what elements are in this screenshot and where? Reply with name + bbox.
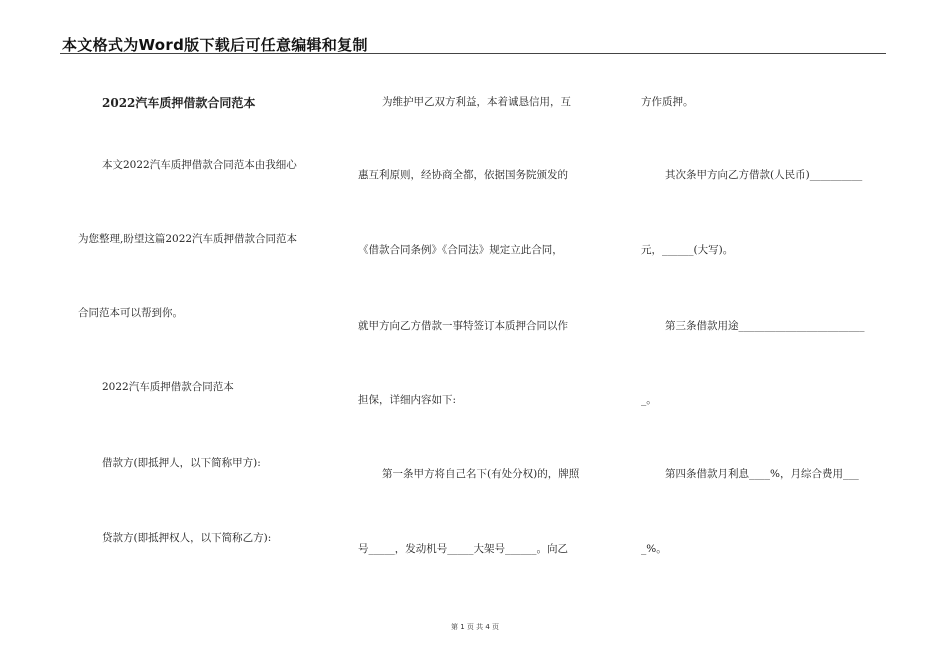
paragraph-line: _%。 xyxy=(641,543,667,555)
text-column-3 xyxy=(635,0,885,672)
text-column-1 xyxy=(60,0,310,672)
paragraph-line: 第一条甲方将自己名下(有处分权)的，牌照 xyxy=(382,468,580,480)
paragraph-line: 惠互利原则，经协商全都，依据国务院颁发的 xyxy=(358,169,568,181)
paragraph-line: 元，______(大写)。 xyxy=(641,244,734,256)
page-number-footer: 第 1 页 共 4 页 xyxy=(450,623,500,631)
document-title: 2022汽车质押借款合同范本 xyxy=(102,96,256,110)
paragraph-line: 《借款合同条例》《合同法》规定立此合同， xyxy=(358,244,563,256)
paragraph-line: 号_____，发动机号_____大架号______。向乙 xyxy=(358,543,568,555)
page-header-title: 本文格式为Word版下载后可任意编辑和复制 xyxy=(62,36,368,54)
paragraph-line: 第三条借款用途________________________ xyxy=(665,320,865,332)
paragraph-line: 本文2022汽车质押借款合同范本由我细心 xyxy=(102,159,297,171)
paragraph-line: 合同范本可以帮到你。 xyxy=(78,307,183,319)
section-heading: 2022汽车质押借款合同范本 xyxy=(102,381,234,393)
paragraph-line: 方作质押。 xyxy=(641,96,694,108)
paragraph-line: 其次条甲方向乙方借款(人民币)__________ xyxy=(665,169,863,181)
text-column-2 xyxy=(352,0,602,672)
paragraph-line: 借款方(即抵押人，以下简称甲方): xyxy=(102,457,261,469)
paragraph-line: 为您整理,盼望这篇2022汽车质押借款合同范本 xyxy=(78,233,298,245)
paragraph-line: 为维护甲乙双方利益，本着诚恳信用，互 xyxy=(382,96,571,108)
paragraph-line: _。 xyxy=(641,394,657,406)
paragraph-line: 第四条借款月利息____%，月综合费用___ xyxy=(665,468,859,480)
paragraph-line: 担保，详细内容如下: xyxy=(358,394,457,406)
paragraph-line: 就甲方向乙方借款一事特签订本质押合同以作 xyxy=(358,320,568,332)
paragraph-line: 贷款方(即抵押权人，以下简称乙方): xyxy=(102,532,272,544)
